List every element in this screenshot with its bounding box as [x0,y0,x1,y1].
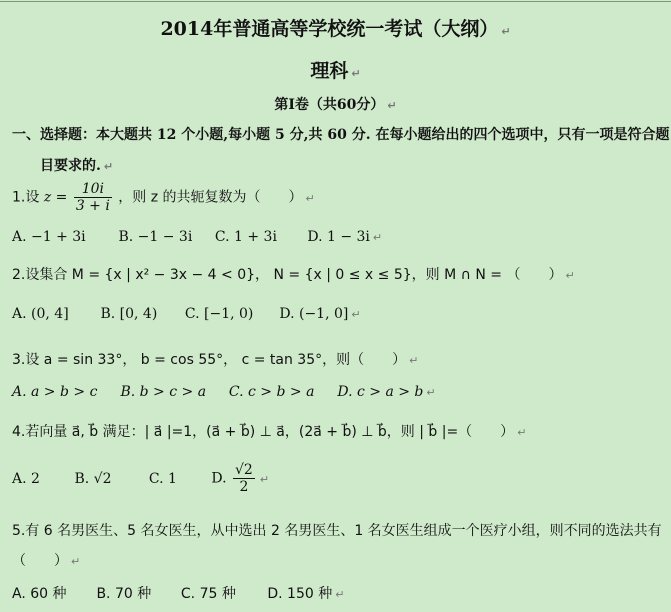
q1-fraction: $\frac{10i}{3 + i}$ [75,181,110,214]
exam-title: 2014年普通高等学校统一考试（大纲） ↵ [160,18,511,40]
question-3: 3.设 a = sin 33°， b = cos 55°， c = tan 35°，则（ ） ↵ [12,352,419,368]
question-4-options: A. 2 B. √2 C. 1 D. $\frac{√2}{2}$ ↵ [12,462,270,495]
question-2: 2.设集合 M = {x | x² − 3x − 4 < 0}， N = {x | 0 ≤ x ≤ 5}，则 M ∩ N = （ ） ↵ [12,267,575,283]
question-5-line2: （ ） ↵ [12,553,81,569]
question-5-options: A. 60 种 B. 70 种 C. 75 种 D. 150 种 ↵ [12,583,344,603]
q1-option-b[interactable]: B. −1 − 3i [118,229,193,245]
q5-option-a[interactable]: A. 60 种 [12,586,67,602]
subject-title: 理科 ↵ [310,60,361,82]
q3-option-d[interactable]: D. c > a > b [337,384,424,400]
top-border [0,1,671,2]
question-3-options: A. a > b > c B. b > c > a C. c > b > a D. c > a > b ↵ [12,384,436,400]
q3-option-b[interactable]: B. b > c > a [120,384,207,400]
q4-option-d[interactable]: D. $\frac{√2}{2}$ [211,462,253,495]
q5-option-b[interactable]: B. 70 种 [96,586,152,602]
q5-option-c[interactable]: C. 75 种 [180,586,236,602]
q2-option-b[interactable]: B. [0, 4) [100,306,158,322]
q3-option-a[interactable]: A. a > b > c [12,384,98,400]
question-4: 4.若向量 a⃗, b⃗ 满足：| a⃗ |=1，(a⃗ + b⃗) ⊥ a⃗，(2a⃗ + b⃗) ⊥ b⃗，则 | b⃗ |=（ ） ↵ [12,424,527,440]
question-1: 1.设 z = $\frac{10i}{3 + i}$ ，则 z 的共轭复数为（ ） ↵ [12,181,315,214]
q3-option-c[interactable]: C. c > b > a [228,384,315,400]
q2-option-d[interactable]: D. (−1, 0] [279,306,349,322]
question-5-line1: 5.有 6 名男医生、5 名女医生，从中选出 2 名男医生、1 名女医生组成一个医疗小组，则不同的选法共有 [12,523,662,539]
question-1-options: A. −1 + 3i B. −1 − 3i C. 1 + 3i D. 1 − 3i ↵ [12,229,383,245]
q1-option-c[interactable]: C. 1 + 3i [214,229,277,245]
q5-option-d[interactable]: D. 150 种 [267,586,333,602]
q2-option-a[interactable]: A. (0, 4] [12,306,69,322]
q4-option-b[interactable]: B. √2 [74,470,112,487]
part-title: 第Ⅰ卷（共60分） ↵ [274,97,397,113]
q2-option-c[interactable]: C. [−1, 0) [184,306,254,322]
q1-option-a[interactable]: A. −1 + 3i [12,229,86,245]
question-2-options: A. (0, 4] B. [0, 4) C. [−1, 0) D. (−1, 0] ↵ [12,306,361,322]
section-instructions-line1: 一、选择题：本大题共 12 个小题,每小题 5 分,共 60 分. 在每小题给出的四个选项中，只有一项是符合题 [12,127,670,143]
q4-option-c[interactable]: C. 1 [148,470,177,487]
q1-option-d[interactable]: D. 1 − 3i [307,229,370,245]
q4-option-a[interactable]: A. 2 [12,470,40,487]
section-instructions-line2: 目要求的. ↵ [40,158,114,174]
q4-option-d-fraction: $\frac{√2}{2}$ [235,462,253,495]
